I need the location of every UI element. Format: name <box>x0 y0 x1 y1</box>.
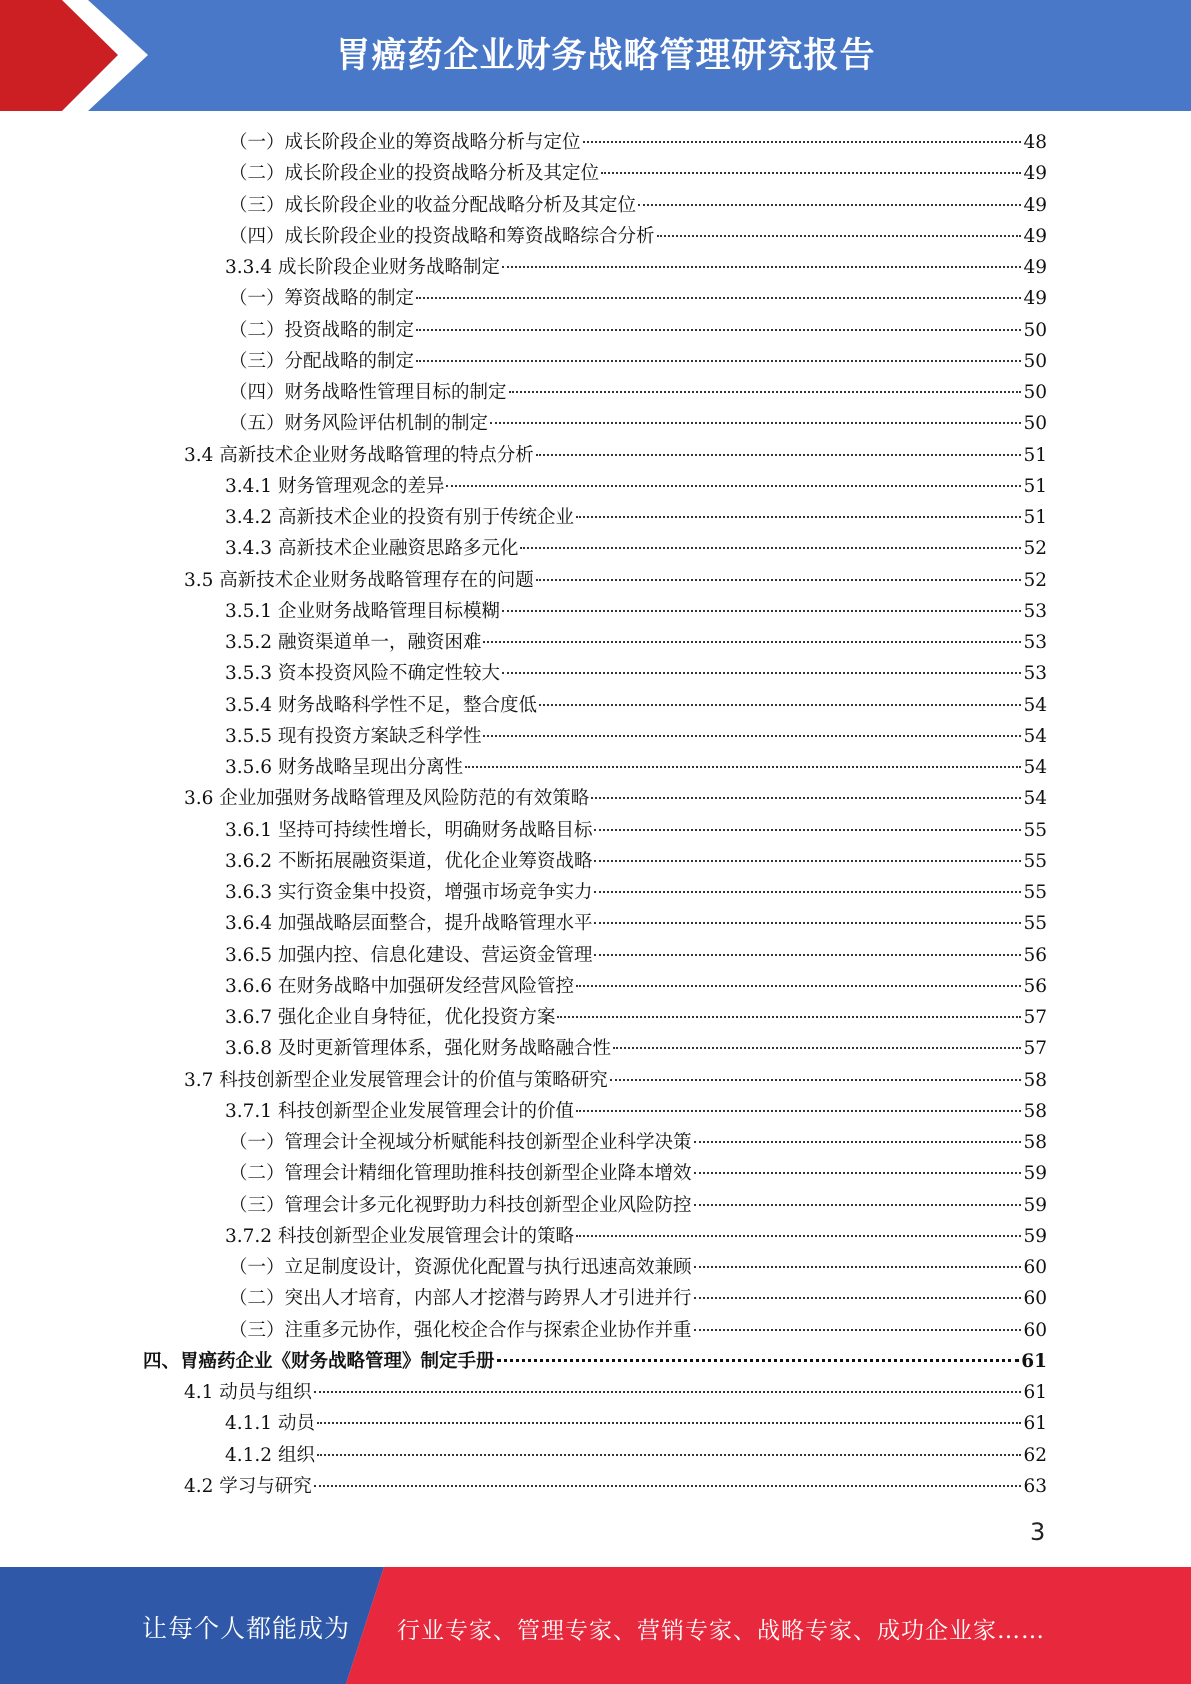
toc-entry-page: 49 <box>1023 225 1047 247</box>
toc-entry[interactable] <box>225 1221 1047 1252</box>
toc-dot-leader <box>502 671 1021 674</box>
toc-dot-leader <box>657 234 1022 237</box>
toc-dot-leader <box>576 1109 1021 1112</box>
toc-entry[interactable] <box>229 190 1047 221</box>
toc-entry-title: （一）成长阶段企业的筹资战略分析与定位 <box>229 132 581 153</box>
toc-entry-title: （一）筹资战略的制定 <box>229 288 415 310</box>
toc-entry[interactable] <box>229 1158 1047 1189</box>
toc-entry-page: 63 <box>1023 1475 1047 1497</box>
toc-entry-page: 58 <box>1023 1132 1047 1153</box>
toc-entry[interactable] <box>229 1252 1047 1283</box>
toc-dot-leader <box>591 796 1021 799</box>
toc-entry[interactable] <box>225 1033 1047 1064</box>
footer-slogan-left: 让每个人都能成为 <box>142 1614 351 1643</box>
toc-entry[interactable] <box>225 627 1047 658</box>
toc-entry[interactable] <box>225 502 1047 533</box>
toc-entry-page: 59 <box>1023 1163 1047 1185</box>
toc-entry[interactable] <box>225 658 1047 689</box>
toc-entry-title: 3.6.4 加强战略层面整合，提升战略管理水平 <box>225 913 593 935</box>
toc-entry-page: 60 <box>1023 1319 1047 1341</box>
toc-entry-title: 4.1.2 组织 <box>225 1444 315 1466</box>
toc-entry-title: 3.4.3 高新技术企业融资思路多元化 <box>225 538 519 560</box>
toc-entry-page: 57 <box>1023 1007 1047 1028</box>
toc-entry-page: 57 <box>1023 1038 1047 1060</box>
toc-entry-title: （二）投资战略的制定 <box>229 319 415 341</box>
toc-entry[interactable] <box>225 1408 1047 1439</box>
toc-dot-leader <box>465 765 1021 768</box>
toc-entry-title: 3.6.5 加强内控、信息化建设、营运资金管理 <box>225 944 593 966</box>
toc-entry-page: 58 <box>1023 1100 1047 1122</box>
toc-entry-title: （二）突出人才培育，内部人才挖潜与跨界人才引进并行 <box>229 1288 692 1310</box>
toc-entry-title: 3.3.4 成长阶段企业财务战略制定 <box>225 257 500 278</box>
toc-entry-page: 53 <box>1023 600 1047 622</box>
report-title: 胃癌药企业财务战略管理研究报告 <box>335 36 876 76</box>
toc-entry[interactable] <box>184 783 1047 814</box>
toc-entry-page: 58 <box>1023 1069 1047 1091</box>
page-number: 3 <box>1030 1518 1046 1546</box>
toc-entry-title: 3.4.2 高新技术企业的投资有别于传统企业 <box>225 507 574 528</box>
toc-entry[interactable] <box>184 1471 1047 1502</box>
toc-entry-title: 3.5 高新技术企业财务战略管理存在的问题 <box>184 569 534 591</box>
toc-dot-leader <box>594 828 1021 831</box>
toc-dot-leader <box>557 1015 1021 1018</box>
toc-entry-page: 56 <box>1023 975 1047 997</box>
toc-entry-page: 54 <box>1023 757 1047 778</box>
toc-entry[interactable] <box>184 1065 1047 1096</box>
toc-entry-title: （四）财务战略性管理目标的制定 <box>229 382 507 403</box>
toc-entry[interactable] <box>225 533 1047 564</box>
toc-entry-title: 4.1 动员与组织 <box>184 1382 312 1403</box>
toc-dot-leader <box>694 1203 1022 1206</box>
toc-entry[interactable] <box>229 1315 1047 1346</box>
toc-entry[interactable] <box>225 1440 1047 1471</box>
toc-entry-page: 52 <box>1023 569 1047 591</box>
toc-entry[interactable] <box>225 846 1047 877</box>
toc-entry-title: 3.6.6 在财务战略中加强研发经营风险管控 <box>225 975 574 997</box>
toc-dot-leader <box>416 296 1021 299</box>
toc-dot-leader <box>509 390 1022 393</box>
toc-entry-title: （五）财务风险评估机制的制定 <box>229 413 489 435</box>
toc-entry-title: （三）成长阶段企业的收益分配战略分析及其定位 <box>229 194 637 216</box>
toc-entry-title: （三）分配战略的制定 <box>229 350 415 372</box>
page-header <box>0 0 1191 111</box>
toc-entry-title: （四）成长阶段企业的投资战略和筹资战略综合分析 <box>229 225 655 247</box>
toc-entry[interactable] <box>225 877 1047 908</box>
toc-dot-leader <box>520 546 1021 549</box>
toc-entry-page: 60 <box>1023 1288 1047 1310</box>
toc-dot-leader <box>594 921 1021 924</box>
toc-entry-page: 54 <box>1023 694 1047 716</box>
toc-dot-leader <box>314 1390 1022 1393</box>
toc-entry-title: 3.6.1 坚持可持续性增长，明确财务战略目标 <box>225 819 593 841</box>
toc-dot-leader <box>536 578 1022 581</box>
toc-entry-page: 50 <box>1023 382 1047 403</box>
toc-entry-page: 54 <box>1023 788 1047 810</box>
toc-dot-leader <box>539 703 1021 706</box>
toc-entry-title: （三）管理会计多元化视野助力科技创新型企业风险防控 <box>229 1194 692 1216</box>
toc-entry[interactable] <box>229 1127 1047 1158</box>
toc-dot-leader <box>536 453 1022 456</box>
toc-entry-page: 60 <box>1023 1257 1047 1278</box>
toc-dot-leader <box>576 984 1021 987</box>
toc-entry-page: 61 <box>1023 1413 1047 1435</box>
toc-entry-page: 61 <box>1021 1350 1047 1372</box>
toc-entry-title: 3.5.4 财务战略科学性不足，整合度低 <box>225 694 537 716</box>
toc-entry[interactable] <box>225 471 1047 502</box>
toc-entry-page: 49 <box>1023 194 1047 216</box>
toc-dot-leader <box>576 1234 1021 1237</box>
toc-entry-page: 49 <box>1023 288 1047 310</box>
toc-entry[interactable] <box>225 721 1047 752</box>
toc-entry-page: 53 <box>1023 632 1047 653</box>
toc-entry[interactable] <box>184 440 1047 471</box>
toc-entry-page: 61 <box>1023 1382 1047 1403</box>
toc-entry[interactable] <box>229 158 1047 189</box>
toc-entry-title: 3.5.1 企业财务战略管理目标模糊 <box>225 600 500 622</box>
toc-dot-leader <box>613 1046 1021 1049</box>
toc-entry-title: （三）注重多元协作，强化校企合作与探索企业协作并重 <box>229 1319 692 1341</box>
toc-entry-page: 55 <box>1023 882 1047 903</box>
toc-entry-page: 62 <box>1023 1444 1047 1466</box>
toc-dot-leader <box>694 1171 1022 1174</box>
toc-entry[interactable] <box>229 221 1047 252</box>
toc-dot-leader <box>694 1296 1022 1299</box>
toc-dot-leader <box>502 609 1021 612</box>
toc-dot-leader <box>490 421 1021 424</box>
toc-entry[interactable] <box>225 815 1047 846</box>
toc-entry-page: 53 <box>1023 663 1047 685</box>
toc-entry[interactable] <box>225 940 1047 971</box>
toc-dot-leader <box>694 1265 1022 1268</box>
toc-dot-leader <box>576 515 1021 518</box>
toc-entry-page: 50 <box>1023 413 1047 435</box>
toc-entry-page: 56 <box>1023 944 1047 966</box>
toc-entry-title: 3.7 科技创新型企业发展管理会计的价值与策略研究 <box>184 1069 608 1091</box>
toc-entry-page: 54 <box>1023 725 1047 747</box>
toc-entry[interactable] <box>229 408 1047 439</box>
toc-entry-title: 3.6.7 强化企业自身特征，优化投资方案 <box>225 1007 556 1028</box>
toc-entry[interactable] <box>225 971 1047 1002</box>
toc-entry-title: 3.5.3 资本投资风险不确定性较大 <box>225 663 500 685</box>
toc-entry-page: 55 <box>1023 819 1047 841</box>
toc-dot-leader <box>317 1453 1022 1456</box>
page-footer <box>0 1567 1191 1684</box>
toc-dot-leader <box>694 1140 1022 1143</box>
toc-entry[interactable] <box>229 127 1047 158</box>
toc-dot-leader <box>416 328 1021 331</box>
toc-entry-title: 3.5.5 现有投资方案缺乏科学性 <box>225 725 482 747</box>
toc-entry-page: 50 <box>1023 350 1047 372</box>
toc-entry[interactable] <box>229 1190 1047 1221</box>
toc-entry[interactable] <box>225 252 1047 283</box>
toc-dot-leader <box>594 859 1021 862</box>
toc-dot-leader <box>610 1078 1022 1081</box>
toc-entry[interactable] <box>225 690 1047 721</box>
toc-entry-title: （一）管理会计全视域分析赋能科技创新型企业科学决策 <box>229 1132 692 1153</box>
toc-entry-title: 3.6.8 及时更新管理体系，强化财务战略融合性 <box>225 1038 611 1060</box>
toc-entry[interactable] <box>225 752 1047 783</box>
toc-entry-page: 59 <box>1023 1225 1047 1247</box>
toc-entry-page: 49 <box>1023 163 1047 185</box>
toc-entry[interactable] <box>229 283 1047 314</box>
toc-dot-leader <box>497 1358 1020 1362</box>
toc-entry-page: 55 <box>1023 913 1047 935</box>
toc-entry-title: 3.7.2 科技创新型企业发展管理会计的策略 <box>225 1225 574 1247</box>
toc-entry-page: 52 <box>1023 538 1047 560</box>
toc-entry-title: 4.1.1 动员 <box>225 1413 315 1435</box>
toc-entry[interactable] <box>229 377 1047 408</box>
toc-dot-leader <box>638 203 1021 206</box>
toc-dot-leader <box>601 171 1021 174</box>
toc-entry[interactable] <box>225 1002 1047 1033</box>
toc-entry[interactable] <box>143 1346 1047 1377</box>
toc-entry[interactable] <box>184 565 1047 596</box>
toc-entry-title: （二）成长阶段企业的投资战略分析及其定位 <box>229 163 600 185</box>
toc-entry[interactable] <box>225 908 1047 939</box>
toc-entry[interactable] <box>229 1283 1047 1314</box>
toc-entry-page: 50 <box>1023 319 1047 341</box>
toc-entry-title: 4.2 学习与研究 <box>184 1475 312 1497</box>
toc-entry-page: 55 <box>1023 850 1047 872</box>
toc-entry[interactable] <box>184 1377 1047 1408</box>
toc-entry[interactable] <box>229 346 1047 377</box>
toc-dot-leader <box>694 1328 1022 1331</box>
toc-entry-title: 3.5.2 融资渠道单一，融资困难 <box>225 632 482 653</box>
toc-entry-page: 59 <box>1023 1194 1047 1216</box>
toc-entry-title: 3.6 企业加强财务战略管理及风险防范的有效策略 <box>184 788 590 810</box>
toc-entry-page: 51 <box>1023 444 1047 466</box>
toc-entry-page: 51 <box>1023 475 1047 497</box>
toc-dot-leader <box>483 640 1021 643</box>
toc-entry-title: （二）管理会计精细化管理助推科技创新型企业降本增效 <box>229 1163 692 1185</box>
toc-dot-leader <box>446 484 1021 487</box>
toc-dot-leader <box>583 140 1022 143</box>
toc-dot-leader <box>502 265 1021 268</box>
toc-dot-leader <box>416 359 1021 362</box>
toc-dot-leader <box>317 1421 1022 1424</box>
toc-dot-leader <box>594 953 1021 956</box>
toc-entry-title: 3.5.6 财务战略呈现出分离性 <box>225 757 463 778</box>
toc-entry-title: 四、胃癌药企业《财务战略管理》制定手册 <box>143 1350 495 1372</box>
toc-entry-title: 3.6.2 不断拓展融资渠道，优化企业筹资战略 <box>225 850 593 872</box>
toc-entry[interactable] <box>229 315 1047 346</box>
toc-entry-title: （一）立足制度设计，资源优化配置与执行迅速高效兼顾 <box>229 1257 692 1278</box>
toc-dot-leader <box>594 890 1021 893</box>
toc-dot-leader <box>483 734 1021 737</box>
toc-entry-page: 49 <box>1023 257 1047 278</box>
toc-entry-page: 48 <box>1023 132 1047 153</box>
footer-slogan-right: 行业专家、管理专家、营销专家、战略专家、成功企业家…… <box>397 1618 1045 1644</box>
toc-entry[interactable] <box>225 1096 1047 1127</box>
toc-dot-leader <box>314 1484 1022 1487</box>
toc-entry-title: 3.4 高新技术企业财务战略管理的特点分析 <box>184 444 534 466</box>
toc-entry-title: 3.6.3 实行资金集中投资，增强市场竞争实力 <box>225 882 593 903</box>
toc-entry-title: 3.4.1 财务管理观念的差异 <box>225 475 445 497</box>
toc-entry-title: 3.7.1 科技创新型企业发展管理会计的价值 <box>225 1100 574 1122</box>
toc-entry[interactable] <box>225 596 1047 627</box>
toc-entry-page: 51 <box>1023 507 1047 528</box>
